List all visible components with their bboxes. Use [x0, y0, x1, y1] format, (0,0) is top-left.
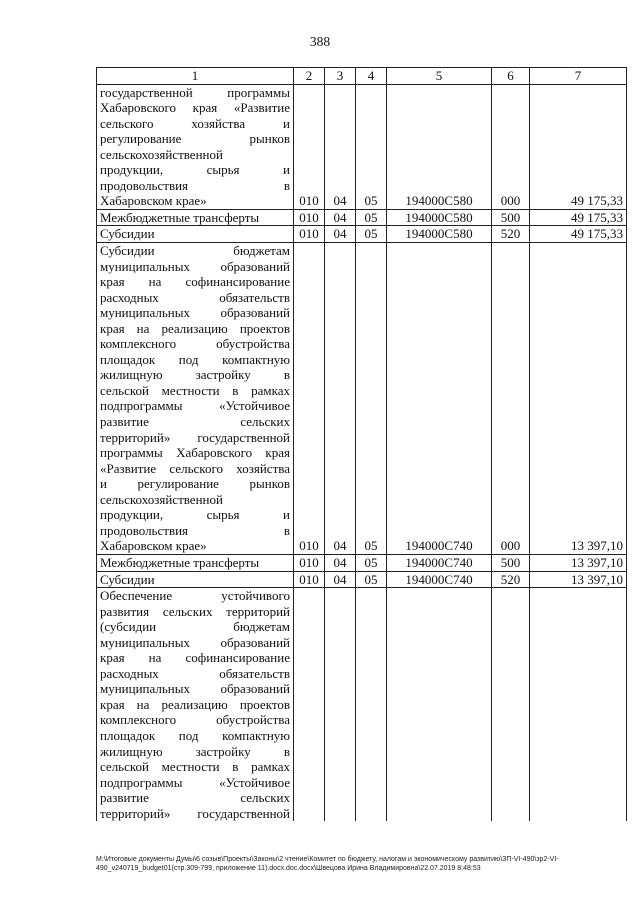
- description-line: края на реализацию проектов: [100, 696, 290, 712]
- description-line: Субсидии: [100, 226, 155, 242]
- description-line: края на реализацию проектов: [100, 320, 290, 336]
- row-code-grbs: 010: [294, 554, 325, 571]
- row-section: 04: [325, 554, 356, 571]
- row-code-grbs: [294, 588, 325, 822]
- row-target-article: 194000С740: [387, 554, 492, 571]
- description-line: развитие сельских: [100, 414, 290, 430]
- description-line: Обеспечение устойчивого: [100, 588, 290, 604]
- row-target-article: 194000С740: [387, 571, 492, 588]
- description-line: развития сельских территорий: [100, 603, 290, 619]
- description-line: расходных обязательств: [100, 289, 290, 305]
- row-section: 04: [325, 226, 356, 243]
- table-row: [97, 209, 627, 226]
- row-target-article: [387, 588, 492, 822]
- row-description: [97, 226, 294, 243]
- description-line: Хабаровского края «Развитие: [100, 100, 290, 116]
- description-line: Хабаровском крае»: [100, 538, 207, 554]
- row-code-grbs: 010: [294, 209, 325, 226]
- header-col-2: 2: [294, 68, 325, 85]
- table-row: [97, 554, 627, 571]
- description-line: жилищную застройку в: [100, 367, 290, 383]
- description-line: Хабаровском крае»: [100, 193, 207, 209]
- row-subsection: 05: [356, 243, 387, 555]
- description-line: края на софинансирование: [100, 274, 290, 290]
- description-line: подпрограммы «Устойчивое: [100, 398, 290, 414]
- row-amount: 49 175,33: [530, 209, 627, 226]
- description-line: муниципальных образований: [100, 305, 290, 321]
- row-expense-type: 000: [492, 84, 530, 209]
- row-subsection: 05: [356, 209, 387, 226]
- description-line: расходных обязательств: [100, 665, 290, 681]
- row-expense-type: 500: [492, 209, 530, 226]
- budget-table-body: [97, 68, 627, 822]
- header-col-6: 6: [492, 68, 530, 85]
- description-line: территорий» государственной: [100, 805, 290, 821]
- description-line: «Развитие сельского хозяйства: [100, 460, 290, 476]
- row-amount: 13 397,10: [530, 571, 627, 588]
- row-subsection: 05: [356, 226, 387, 243]
- description-line: государственной программы: [100, 84, 290, 100]
- row-subsection: [356, 588, 387, 822]
- row-section: 04: [325, 571, 356, 588]
- description-line: края на софинансирование: [100, 650, 290, 666]
- row-target-article: 194000С580: [387, 209, 492, 226]
- description-line: муниципальных образований: [100, 634, 290, 650]
- row-amount: [530, 588, 627, 822]
- description-line: продукции, сырья и: [100, 507, 290, 523]
- row-expense-type: [492, 588, 530, 822]
- table-row: [97, 226, 627, 243]
- table-header-row: [97, 68, 627, 85]
- row-amount: 13 397,10: [530, 243, 627, 555]
- row-code-grbs: 010: [294, 571, 325, 588]
- header-col-5: 5: [387, 68, 492, 85]
- description-line: программы Хабаровского края: [100, 445, 290, 461]
- description-line: и регулирование рынков: [100, 476, 290, 492]
- description-line: комплексного обустройства: [100, 712, 290, 728]
- description-line: муниципальных образований: [100, 681, 290, 697]
- row-description: [97, 571, 294, 588]
- description-line: площадок под компактную: [100, 351, 290, 367]
- description-line: сельского хозяйства и: [100, 115, 290, 131]
- row-description: [97, 588, 294, 822]
- table-row: [97, 84, 627, 209]
- description-line: комплексного обустройства: [100, 336, 290, 352]
- description-line: сельскохозяйственной: [100, 146, 223, 162]
- description-line: жилищную застройку в: [100, 743, 290, 759]
- budget-table: [96, 67, 627, 821]
- header-col-3: 3: [325, 68, 356, 85]
- description-line: подпрограммы «Устойчивое: [100, 774, 290, 790]
- description-line: развитие сельских: [100, 790, 290, 806]
- row-amount: 13 397,10: [530, 554, 627, 571]
- row-section: 04: [325, 209, 356, 226]
- row-expense-type: 000: [492, 243, 530, 555]
- row-description: [97, 209, 294, 226]
- description-line: сельской местности в рамках: [100, 759, 290, 775]
- row-expense-type: 500: [492, 554, 530, 571]
- table-row: [97, 571, 627, 588]
- row-description: [97, 554, 294, 571]
- row-code-grbs: 010: [294, 226, 325, 243]
- description-line: муниципальных образований: [100, 258, 290, 274]
- description-line: Субсидии: [100, 571, 155, 587]
- description-line: регулирование рынков: [100, 131, 290, 147]
- description-line: сельской местности в рамках: [100, 382, 290, 398]
- table-row: [97, 243, 627, 555]
- description-line: (субсидии бюджетам: [100, 619, 290, 635]
- description-line: Межбюджетные трансферты: [100, 554, 260, 570]
- row-section: 04: [325, 84, 356, 209]
- row-description: [97, 243, 294, 555]
- header-col-7: 7: [530, 68, 627, 85]
- row-target-article: 194000С580: [387, 226, 492, 243]
- row-expense-type: 520: [492, 226, 530, 243]
- description-line: территорий» государственной: [100, 429, 290, 445]
- row-subsection: 05: [356, 84, 387, 209]
- row-section: 04: [325, 243, 356, 555]
- row-description: [97, 84, 294, 209]
- document-path-footer: M:\Итоговые документы Думы\6 созыв\Проекты\Законы\2 чтение\Комитет по бюджету, налогам и экономическому развитию\ЗП-VI-490\зр2-VI-490_v240719_budget01(стр.309-799, приложение 11).docx.doc.docx\Швецова Ирина Владимировна\22.07.2019 8:48:53: [96, 856, 559, 872]
- description-line: продовольствия в: [100, 522, 290, 538]
- header-col-1: 1: [97, 68, 294, 85]
- row-target-article: 194000С740: [387, 243, 492, 555]
- row-section: [325, 588, 356, 822]
- header-col-4: 4: [356, 68, 387, 85]
- row-amount: 49 175,33: [530, 226, 627, 243]
- description-line: продукции, сырья и: [100, 162, 290, 178]
- description-line: Субсидии бюджетам: [100, 243, 290, 259]
- row-amount: 49 175,33: [530, 84, 627, 209]
- table-row: [97, 588, 627, 822]
- description-line: сельскохозяйственной: [100, 491, 223, 507]
- row-code-grbs: 010: [294, 84, 325, 209]
- row-subsection: 05: [356, 571, 387, 588]
- description-line: площадок под компактную: [100, 727, 290, 743]
- page-number: 388: [309, 34, 331, 49]
- description-line: Межбюджетные трансферты: [100, 209, 260, 225]
- row-expense-type: 520: [492, 571, 530, 588]
- row-target-article: 194000С580: [387, 84, 492, 209]
- description-line: продовольствия в: [100, 177, 290, 193]
- row-subsection: 05: [356, 554, 387, 571]
- row-code-grbs: 010: [294, 243, 325, 555]
